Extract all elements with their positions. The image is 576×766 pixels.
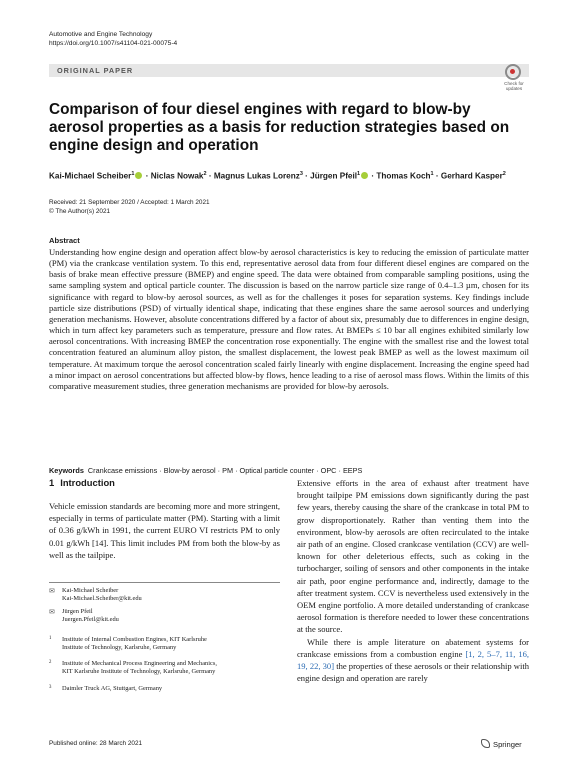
correspondence-2 [49, 608, 280, 625]
affiliation-2: 2 Institute of Mechanical Process Engineering and Mechanics, KIT Karlsruhe Institute of Technology, Karlsruhe, Germany [49, 660, 217, 676]
author-name[interactable]: Kai-Michael Scheiber [49, 171, 132, 181]
author-name[interactable]: Niclas Nowak [150, 171, 204, 181]
author-separator: · [143, 171, 151, 181]
author-affiliation: 3 [299, 171, 303, 177]
article-type-badge [49, 64, 529, 77]
abstract-text: Understanding how engine design and operation affect blow-by aerosol characteristics is key to reducing the emission of particulate matter (PM) via the crankcase ventilation system. To this end, representative aerosol data from four different diesel engines are compared on the basis of brake mean effective pressure (BMEP) and engine speed. The data were obtained from comparable sampling positions, using the same sampling system and optical particle counter. The discussion is based on the narrow particle size range of 0.4–1.3 µm, chosen for its significance with regard to blow-by aerosol sources, as well as for the challenges it poses for separation systems. Key findings include particle size distributions (PSD) of virtually identical shape, indicating that these engines share the same aerosol sources and underlying generation mechanisms. However, absolute concentrations differed by a factor of about six, presumably due to differences in engine design, which in turn affect key parameters such as temperature, pressure and flow rates. At BMEPs ≤ 10 bar all engines exhibited similarly low aerosol concentrations. With increasing BMEP the concentration rose exponentially. The engine with the smallest rise and the lowest total concentration featured an aluminum alloy piston, the smallest displacement, the lowest peak BMEP as well as the lowest maximum oil temperature. At maximum torque the aerosol concentration scaled fairly linearly with engine displacement. Increasing the engine speed had a minor impact on aerosol concentrations but affected blow-by flows, hence leading to a rise of aerosol mass flows. Within the limits of this comparative measurement studies, three generation mechanisms are provided for blow-by aerosols. [49, 247, 529, 391]
check-updates-label: Check for updates [504, 81, 524, 92]
keywords [49, 466, 529, 476]
keywords-label: Keywords [49, 466, 84, 475]
section-number: 1 [49, 477, 55, 488]
author-affiliation: 2 [502, 171, 506, 177]
author-affiliation: 1 [357, 171, 361, 177]
author-affiliation: 1 [430, 171, 434, 177]
author-affiliation: 2 [203, 171, 207, 177]
abstract-heading: Abstract [49, 236, 80, 245]
check-updates-icon [505, 64, 521, 80]
author-name[interactable]: Magnus Lukas Lorenz [213, 171, 300, 181]
journal-name: Automotive and Engine Technology [49, 31, 153, 38]
author-name[interactable]: Thomas Koch [376, 171, 431, 181]
section-title: Introduction [60, 477, 115, 488]
envelope-icon: ✉ [49, 608, 55, 616]
orcid-icon[interactable] [135, 172, 142, 179]
author-list [49, 169, 529, 182]
journal-header [49, 30, 177, 49]
keywords-text: Crankcase emissions · Blow-by aerosol · PM · Optical particle counter · OPC · EEPS [87, 466, 363, 475]
check-for-updates-button[interactable] [499, 64, 529, 94]
intro-column-right [297, 477, 529, 684]
published-online: Published online: 28 March 2021 [49, 740, 143, 747]
article-type-label: ORIGINAL PAPER [57, 66, 134, 75]
paper-title: Comparison of four diesel engines with regard to blow-by aerosol properties as a basis for reduction strategies based on engine design and operation [49, 101, 510, 155]
author-affiliation: 1 [131, 171, 135, 177]
author-separator: · [369, 171, 377, 181]
copyright: © The Author(s) 2021 [49, 208, 111, 216]
affiliation-1: 1 Institute of Internal Combustion Engines, KIT Karlsruhe Institute of Technology, Karlsruhe, Germany [49, 636, 207, 652]
doi-link[interactable]: https://doi.org/10.1007/s41104-021-00075-4 [49, 40, 178, 48]
intro-paragraph: Extensive efforts in the area of exhaust after treatment have brought tailpipe PM emissions down significantly during the past few years, thereby causing the share of the crankcase in total PM to grow disproportionately. Rather than venting them into the environment, blow-by aerosols are often recirculated to the intake air path of an engine. Closed crankcase ventilation (CCV) are well-known for other deleterious effects, such as coking in the turbocharger, soiling of sensors and other components in the intake air path, poor engine performance and, indirectly, damage to the after treatment system. CCV is nevertheless used extensively in the OEM engine portfolio. A more detailed understanding of crankcase aerosol formation is therefore needed to lower these concentrations at the source. [297, 478, 529, 635]
author-separator: · [433, 171, 441, 181]
received-accepted: Received: 21 September 2020 / Accepted: 1 March 2021 [49, 199, 210, 206]
correspondence-email[interactable]: Juergen.Pfeil@kit.edu [62, 616, 119, 624]
orcid-icon[interactable] [361, 172, 368, 179]
author-name[interactable]: Gerhard Kasper [440, 171, 503, 181]
publisher-logo [481, 739, 522, 749]
correspondence-name: Kai-Michael Scheiber [62, 587, 119, 594]
author-separator: · [206, 171, 214, 181]
article-dates [49, 198, 210, 217]
citation-links[interactable]: [1, 2, 5–7, 11, 16, 19, 22, 30] [297, 648, 529, 672]
footnote-divider [49, 582, 280, 583]
affiliation-3: 3 Daimler Truck AG, Stuttgart, Germany [49, 685, 163, 692]
envelope-icon: ✉ [49, 587, 55, 595]
correspondence-name: Jürgen Pfeil [62, 608, 93, 615]
author-name[interactable]: Jürgen Pfeil [310, 171, 358, 181]
author-separator: · [302, 171, 311, 181]
intro-paragraph-left: Vehicle emission standards are becoming more and more stringent, especially in terms of particulate matter (PM). Starting with a limit of 0.36 g/kWh in 1991, the current EURO VI restricts PM to only 0.01 g/kWh [14]. This limit includes PM from both the blow-by as well as the tailpipe. [49, 501, 280, 560]
section-heading [49, 477, 115, 488]
correspondence-1 [49, 587, 280, 604]
publisher-name: Springer [493, 740, 522, 749]
correspondence-email[interactable]: Kai-Michael.Scheiber@kit.edu [62, 595, 142, 603]
springer-horse-icon [481, 739, 490, 748]
intro-paragraph: While there is ample literature on abatement systems for crankcase emissions from a combustion engine [1, 2, 5–7, 11, 16, 19, 22, 30] the properties of these aerosols or their relationship with engine design and operation are rarely [297, 636, 529, 684]
